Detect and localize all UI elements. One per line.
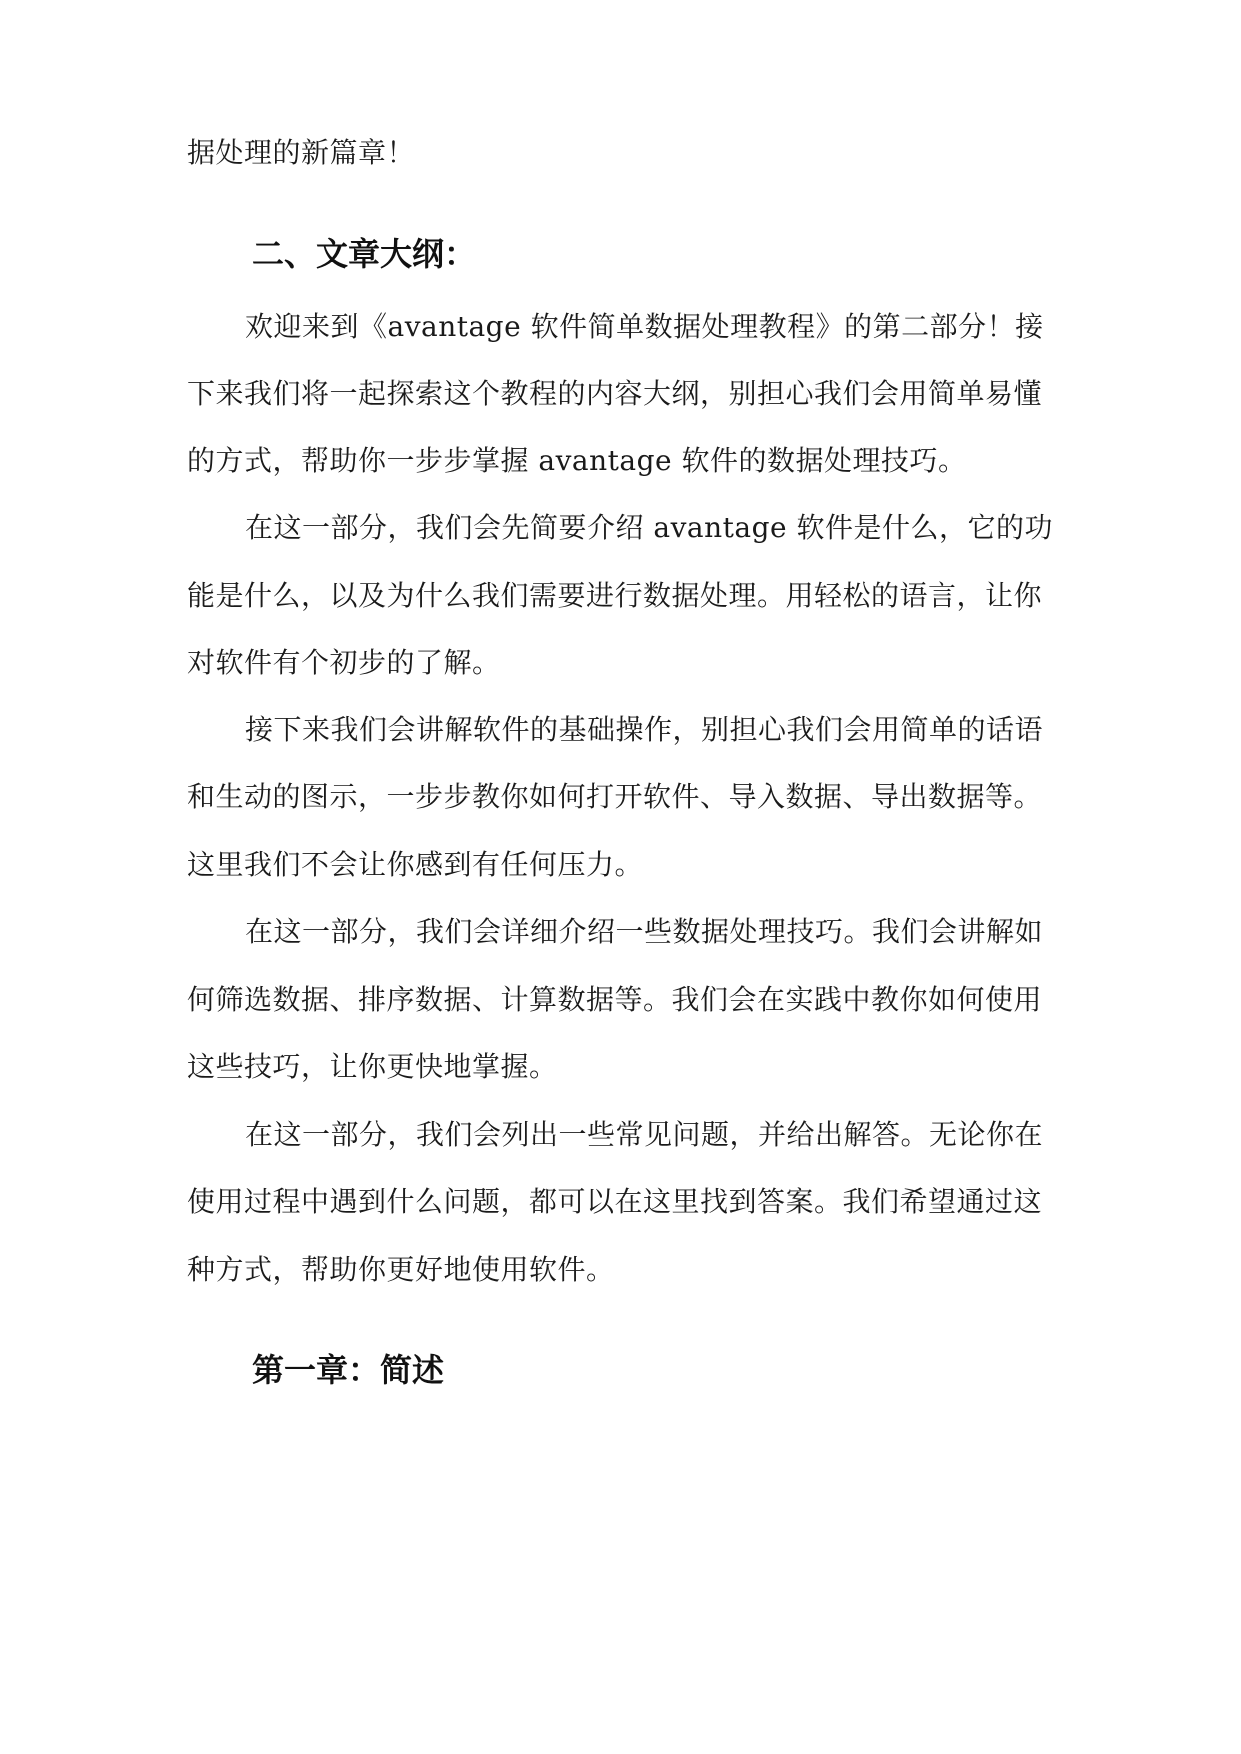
chapter-heading: 第一章：简述: [252, 1351, 445, 1389]
paragraph-line: 对软件有个初步的了解。: [187, 646, 501, 679]
paragraph-line: 下来我们将一起探索这个教程的内容大纲，别担心我们会用简单易懂: [187, 377, 1043, 410]
paragraph-line: 的方式，帮助你一步步掌握 avantage 软件的数据处理技巧。: [187, 444, 967, 477]
paragraph-line: 能是什么，以及为什么我们需要进行数据处理。用轻松的语言，让你: [187, 579, 1043, 612]
paragraph-line: 这里我们不会让你感到有任何压力。: [187, 848, 644, 881]
paragraph-line: 种方式，帮助你更好地使用软件。: [187, 1253, 615, 1286]
paragraph-line: 何筛选数据、排序数据、计算数据等。我们会在实践中教你如何使用: [187, 983, 1043, 1016]
paragraph-line: 在这一部分，我们会详细介绍一些数据处理技巧。我们会讲解如: [245, 915, 1044, 948]
paragraph-line: 在这一部分，我们会列出一些常见问题，并给出解答。无论你在: [245, 1118, 1044, 1151]
section-heading: 二、文章大纲：: [252, 235, 477, 273]
paragraph-line: 据处理的新篇章！: [187, 136, 416, 169]
paragraph-line: 接下来我们会讲解软件的基础操作，别担心我们会用简单的话语: [245, 713, 1044, 746]
paragraph-line: 使用过程中遇到什么问题，都可以在这里找到答案。我们希望通过这: [187, 1185, 1043, 1218]
paragraph-line: 这些技巧，让你更快地掌握。: [187, 1050, 558, 1083]
paragraph-line: 欢迎来到《avantage 软件简单数据处理教程》的第二部分！接: [245, 310, 1044, 343]
paragraph-line: 和生动的图示，一步步教你如何打开软件、导入数据、导出数据等。: [187, 780, 1043, 813]
paragraph-line: 在这一部分，我们会先简要介绍 avantage 软件是什么，它的功: [245, 511, 1053, 544]
